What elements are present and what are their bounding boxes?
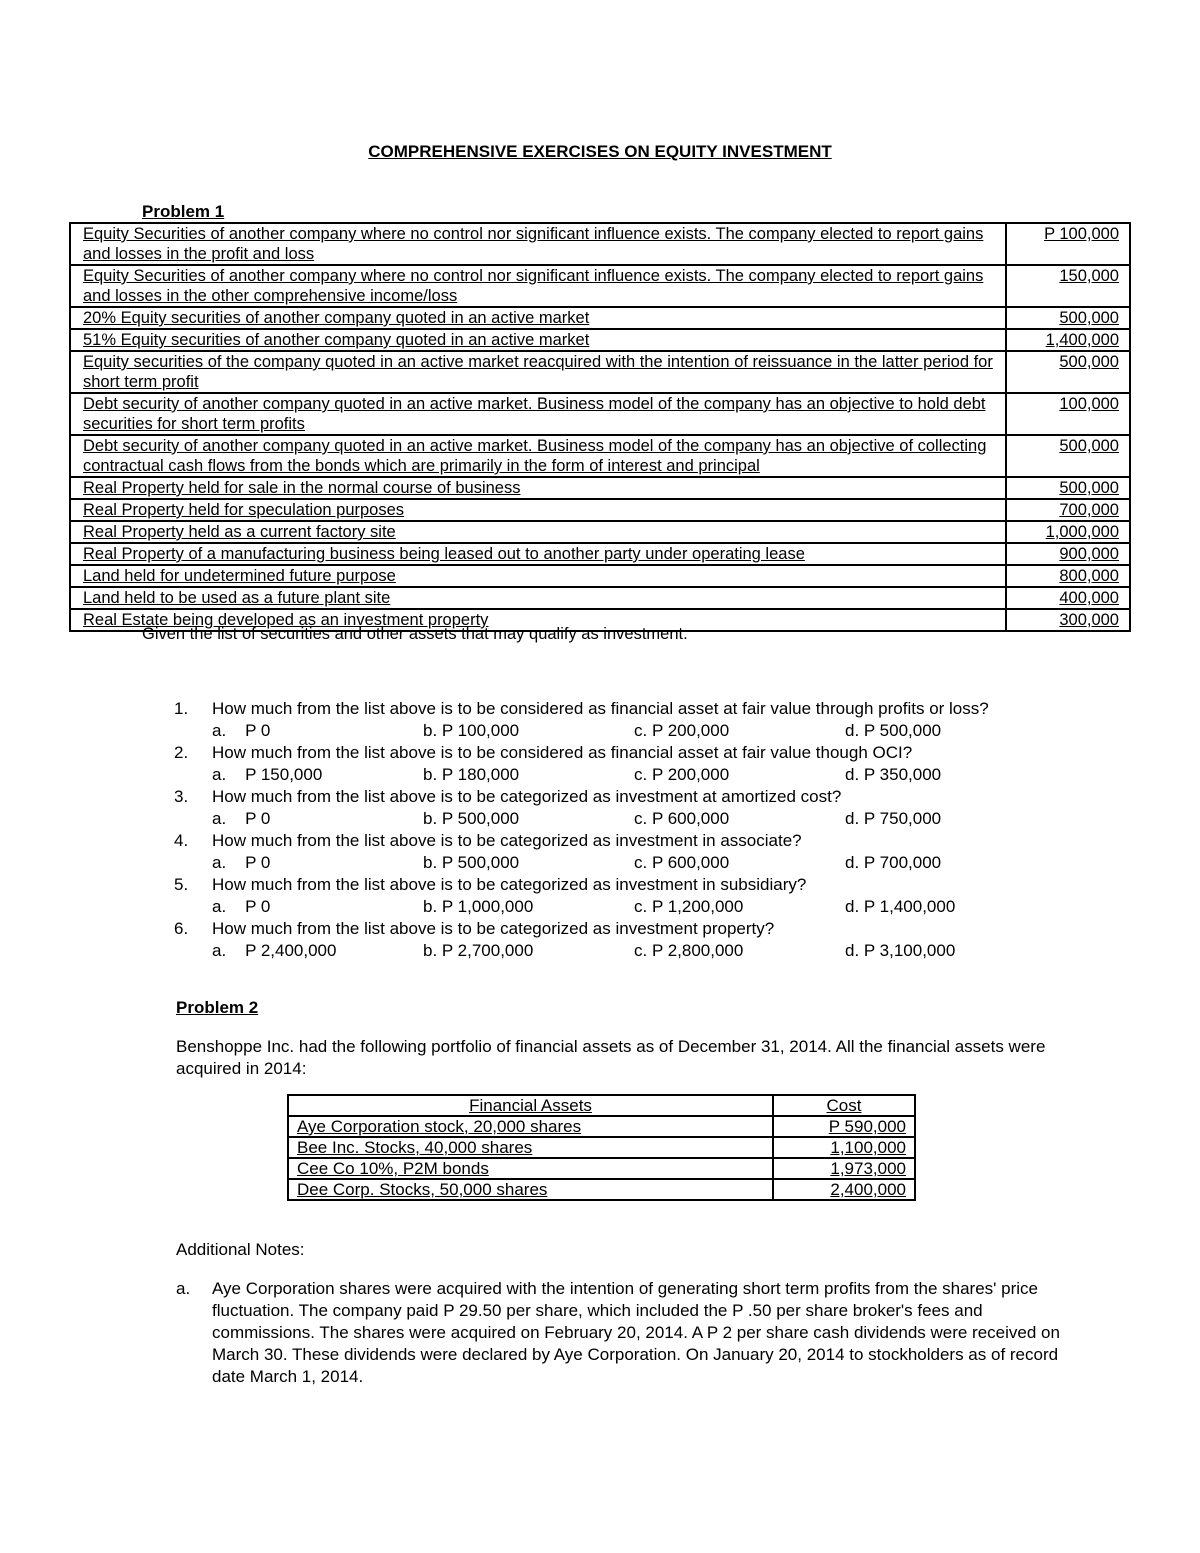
- question-number: 2.: [174, 743, 189, 762]
- table-row: [70, 543, 1130, 565]
- question-item: [0, 830, 1200, 874]
- item-amount: 900,000: [1006, 543, 1130, 565]
- item-description: Debt security of another company quoted in an active market. Business model of the company has an objective to hold debt securities for short term profits: [70, 393, 1006, 435]
- item-amount: 500,000: [1006, 477, 1130, 499]
- choice-a: a. P 150,000: [212, 765, 323, 784]
- table-row: [70, 307, 1130, 329]
- page-title: COMPREHENSIVE EXERCISES ON EQUITY INVESTMENT: [368, 142, 832, 161]
- choice-b: b. P 500,000: [423, 809, 520, 828]
- item-description: Real Property held as a current factory site: [70, 521, 1006, 543]
- question-item: [0, 742, 1200, 786]
- item-amount: 150,000: [1006, 265, 1130, 307]
- problem-2-heading: Problem 2: [176, 998, 259, 1017]
- choice-b: b. P 100,000: [423, 721, 520, 740]
- choice-c: c. P 2,800,000: [634, 941, 744, 960]
- asset-cost: P 590,000: [773, 1116, 915, 1137]
- question-number: 1.: [174, 699, 189, 718]
- table-header-row: [288, 1095, 915, 1116]
- question-item: [0, 918, 1200, 962]
- item-description: Real Estate being developed as an investment property: [70, 609, 1006, 631]
- column-header-asset: Financial Assets: [288, 1095, 773, 1116]
- item-description: Real Property held for sale in the normal course of business: [70, 477, 1006, 499]
- choice-d: d. P 500,000: [845, 721, 942, 740]
- choice-b: b. P 180,000: [423, 765, 520, 784]
- choice-c: c. P 1,200,000: [634, 897, 744, 916]
- question-item: [0, 874, 1200, 918]
- item-amount: P 100,000: [1006, 223, 1130, 265]
- table-row: [70, 587, 1130, 609]
- choice-d: d. P 700,000: [845, 853, 942, 872]
- choice-d: d. P 750,000: [845, 809, 942, 828]
- choice-a: a. P 0: [212, 897, 271, 916]
- question-number: 5.: [174, 875, 189, 894]
- choice-b: b. P 2,700,000: [423, 941, 534, 960]
- choice-a: a. P 0: [212, 853, 271, 872]
- choice-b: b. P 1,000,000: [423, 897, 534, 916]
- item-amount: 1,400,000: [1006, 329, 1130, 351]
- item-amount: 800,000: [1006, 565, 1130, 587]
- table-row: [70, 393, 1130, 435]
- item-amount: 500,000: [1006, 435, 1130, 477]
- choice-a: a. P 0: [212, 809, 271, 828]
- item-description: Real Property of a manufacturing business being leased out to another party under operating lease: [70, 543, 1006, 565]
- table-row: [70, 521, 1130, 543]
- table-row: [70, 477, 1130, 499]
- question-number: 3.: [174, 787, 189, 806]
- item-description: Debt security of another company quoted in an active market. Business model of the company has an objective of collecting contractual cash flows from the bonds which are primarily in the form of interest and principal: [70, 435, 1006, 477]
- table-row: [288, 1137, 915, 1158]
- given-statement: Given the list of securities and other assets that may qualify as investment.: [142, 625, 688, 643]
- item-amount: 400,000: [1006, 587, 1130, 609]
- item-description: 20% Equity securities of another company quoted in an active market: [70, 307, 1006, 329]
- question-text: How much from the list above is to be categorized as investment property?: [212, 919, 775, 938]
- choice-d: d. P 350,000: [845, 765, 942, 784]
- table-row: [288, 1116, 915, 1137]
- asset-cost: 1,100,000: [773, 1137, 915, 1158]
- choice-c: c. P 200,000: [634, 765, 730, 784]
- item-amount: 500,000: [1006, 351, 1130, 393]
- question-text: How much from the list above is to be categorized as investment in subsidiary?: [212, 875, 807, 894]
- choice-c: c. P 600,000: [634, 809, 730, 828]
- problem-1-heading: Problem 1: [142, 202, 225, 221]
- item-amount: 300,000: [1006, 609, 1130, 631]
- note-text: Aye Corporation shares were acquired with the intention of generating short term profits from the shares' price fluctuation. The company paid P 29.50 per share, which included the P .50 per share broker's fees and commissions. The shares were acquired on February 20, 2014. A P 2 per share cash dividends were received on March 30. These dividends were declared by Aye Corporation. On January 20, 2014 to stockholders as of record date March 1, 2014.: [212, 1279, 1060, 1386]
- table-row: [70, 565, 1130, 587]
- item-description: 51% Equity securities of another company quoted in an active market: [70, 329, 1006, 351]
- item-description: Equity securities of the company quoted in an active market reacquired with the intention of reissuance in the latter period for short term profit: [70, 351, 1006, 393]
- question-text: How much from the list above is to be categorized as investment at amortized cost?: [212, 787, 842, 806]
- choice-c: c. P 200,000: [634, 721, 730, 740]
- item-amount: 700,000: [1006, 499, 1130, 521]
- table-row: [70, 435, 1130, 477]
- asset-cost: 1,973,000: [773, 1158, 915, 1179]
- item-description: Real Property held for speculation purposes: [70, 499, 1006, 521]
- table-row: [70, 351, 1130, 393]
- asset-name: Aye Corporation stock, 20,000 shares: [288, 1116, 773, 1137]
- question-number: 4.: [174, 831, 189, 850]
- choice-a: a. P 2,400,000: [212, 941, 337, 960]
- item-description: Land held for undetermined future purpose: [70, 565, 1006, 587]
- question-text: How much from the list above is to be considered as financial asset at fair value through profits or loss?: [212, 699, 989, 718]
- choice-b: b. P 500,000: [423, 853, 520, 872]
- question-text: How much from the list above is to be considered as financial asset at fair value though OCI?: [212, 743, 913, 762]
- table-row: [70, 223, 1130, 265]
- table-row: [70, 499, 1130, 521]
- table-row: [288, 1179, 915, 1200]
- asset-name: Dee Corp. Stocks, 50,000 shares: [288, 1179, 773, 1200]
- choice-d: d. P 3,100,000: [845, 941, 956, 960]
- problem-1-table: [69, 222, 1131, 632]
- asset-name: Cee Co 10%, P2M bonds: [288, 1158, 773, 1179]
- question-text: How much from the list above is to be categorized as investment in associate?: [212, 831, 802, 850]
- choice-c: c. P 600,000: [634, 853, 730, 872]
- asset-cost: 2,400,000: [773, 1179, 915, 1200]
- table-row: [288, 1158, 915, 1179]
- additional-notes-heading: Additional Notes:: [176, 1240, 305, 1259]
- item-description: Equity Securities of another company where no control nor significant influence exists. The company elected to report gains and losses in the profit and loss: [70, 223, 1006, 265]
- item-amount: 100,000: [1006, 393, 1130, 435]
- question-item: [0, 698, 1200, 742]
- asset-name: Bee Inc. Stocks, 40,000 shares: [288, 1137, 773, 1158]
- item-description: Equity Securities of another company where no control nor significant influence exists. The company elected to report gains and losses in the other comprehensive income/loss: [70, 265, 1006, 307]
- question-list: [0, 698, 1200, 962]
- question-number: 6.: [174, 919, 189, 938]
- choice-d: d. P 1,400,000: [845, 897, 956, 916]
- item-amount: 500,000: [1006, 307, 1130, 329]
- table-row: [70, 329, 1130, 351]
- question-item: [0, 786, 1200, 830]
- choice-a: a. P 0: [212, 721, 271, 740]
- item-description: Land held to be used as a future plant site: [70, 587, 1006, 609]
- note-letter: a.: [176, 1279, 191, 1298]
- column-header-cost: Cost: [773, 1095, 915, 1116]
- financial-assets-table: [287, 1094, 916, 1201]
- table-row: [70, 265, 1130, 307]
- item-amount: 1,000,000: [1006, 521, 1130, 543]
- problem-2-intro: Benshoppe Inc. had the following portfolio of financial assets as of December 31, 2014. All the financial assets were acquired in 2014:: [176, 1037, 1046, 1078]
